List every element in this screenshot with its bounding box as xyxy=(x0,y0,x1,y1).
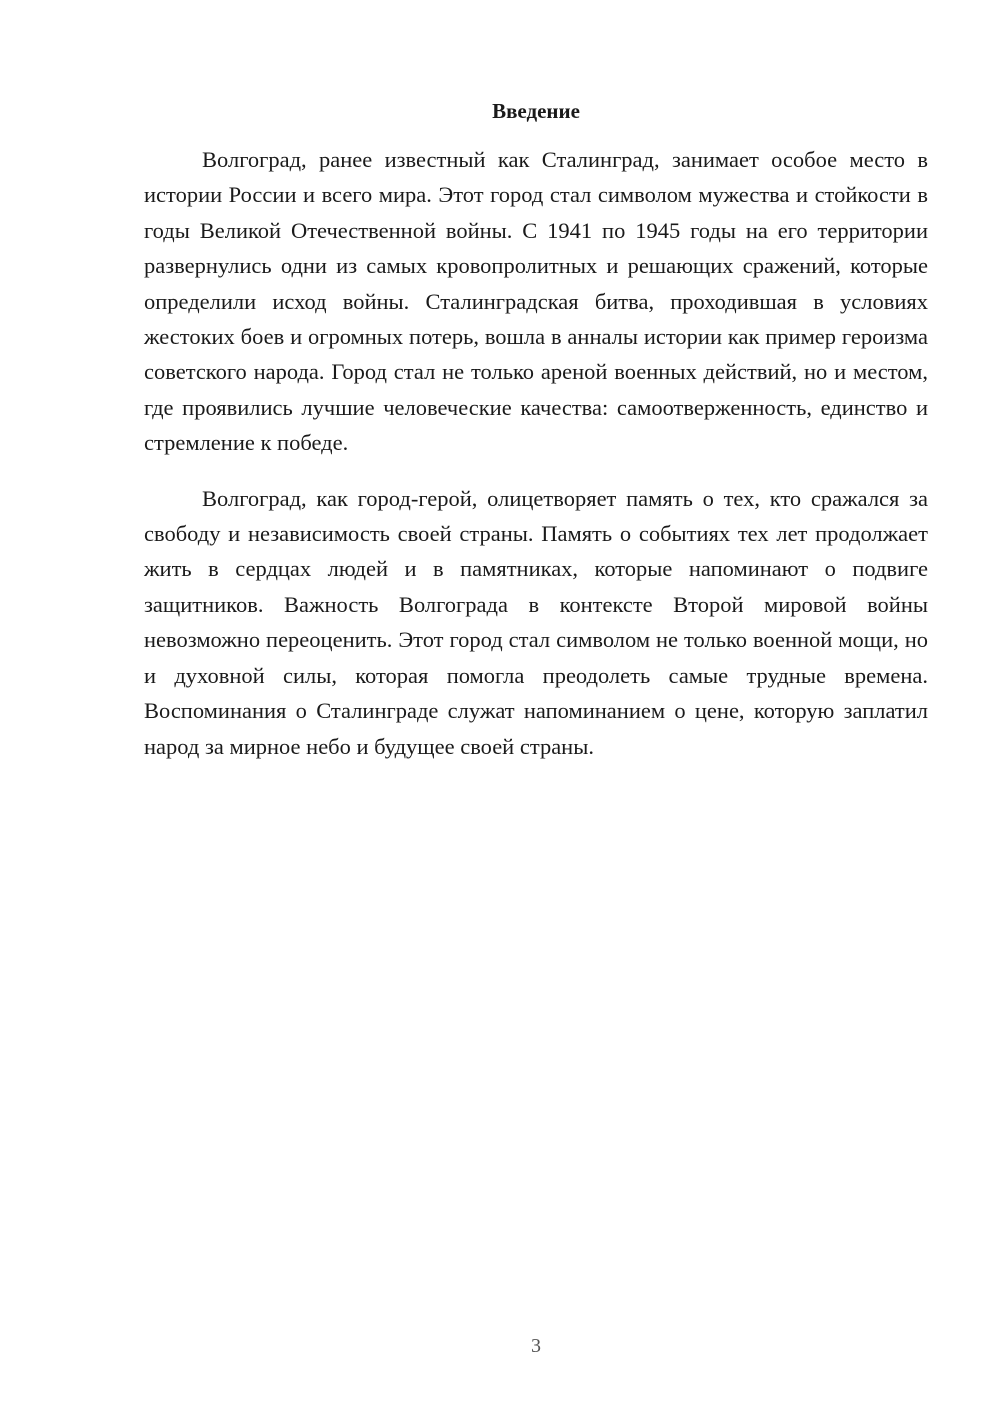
body-text xyxy=(144,142,928,764)
page-number: 3 xyxy=(531,1335,541,1357)
paragraph-2: Волгоград, как город-герой, олицетворяет память о тех, кто сражался за свободу и независимость своей страны. Память о событиях тех лет продолжает жить в сердцах людей и в памятниках, которые напоминают о подвиге защитников. Важность Волгограда в контексте Второй мировой войны невозможно переоценить. Этот город стал символом не только военной мощи, но и духовной силы, которая помогла преодолеть самые трудные времена. Воспоминания о Сталинграде служат напоминанием о цене, которую заплатил народ за мирное небо и будущее своей страны. xyxy=(144,485,928,759)
section-heading: Введение xyxy=(492,99,580,123)
paragraph-1: Волгоград, ранее известный как Сталинград, занимает особое место в истории России и всего мира. Этот город стал символом мужества и стойкости в годы Великой Отечественной войны. С 1941 по 1945 годы на его территории развернулись одни из самых кровопролитных и решающих сражений, которые определили исход войны. Сталинградская битва, проходившая в условиях жестоких боев и огромных потерь, вошла в анналы истории как пример героизма советского народа. Город стал не только ареной военных действий, но и местом, где проявились лучшие человеческие качества: самоотверженность, единство и стремление к победе. xyxy=(144,147,928,456)
